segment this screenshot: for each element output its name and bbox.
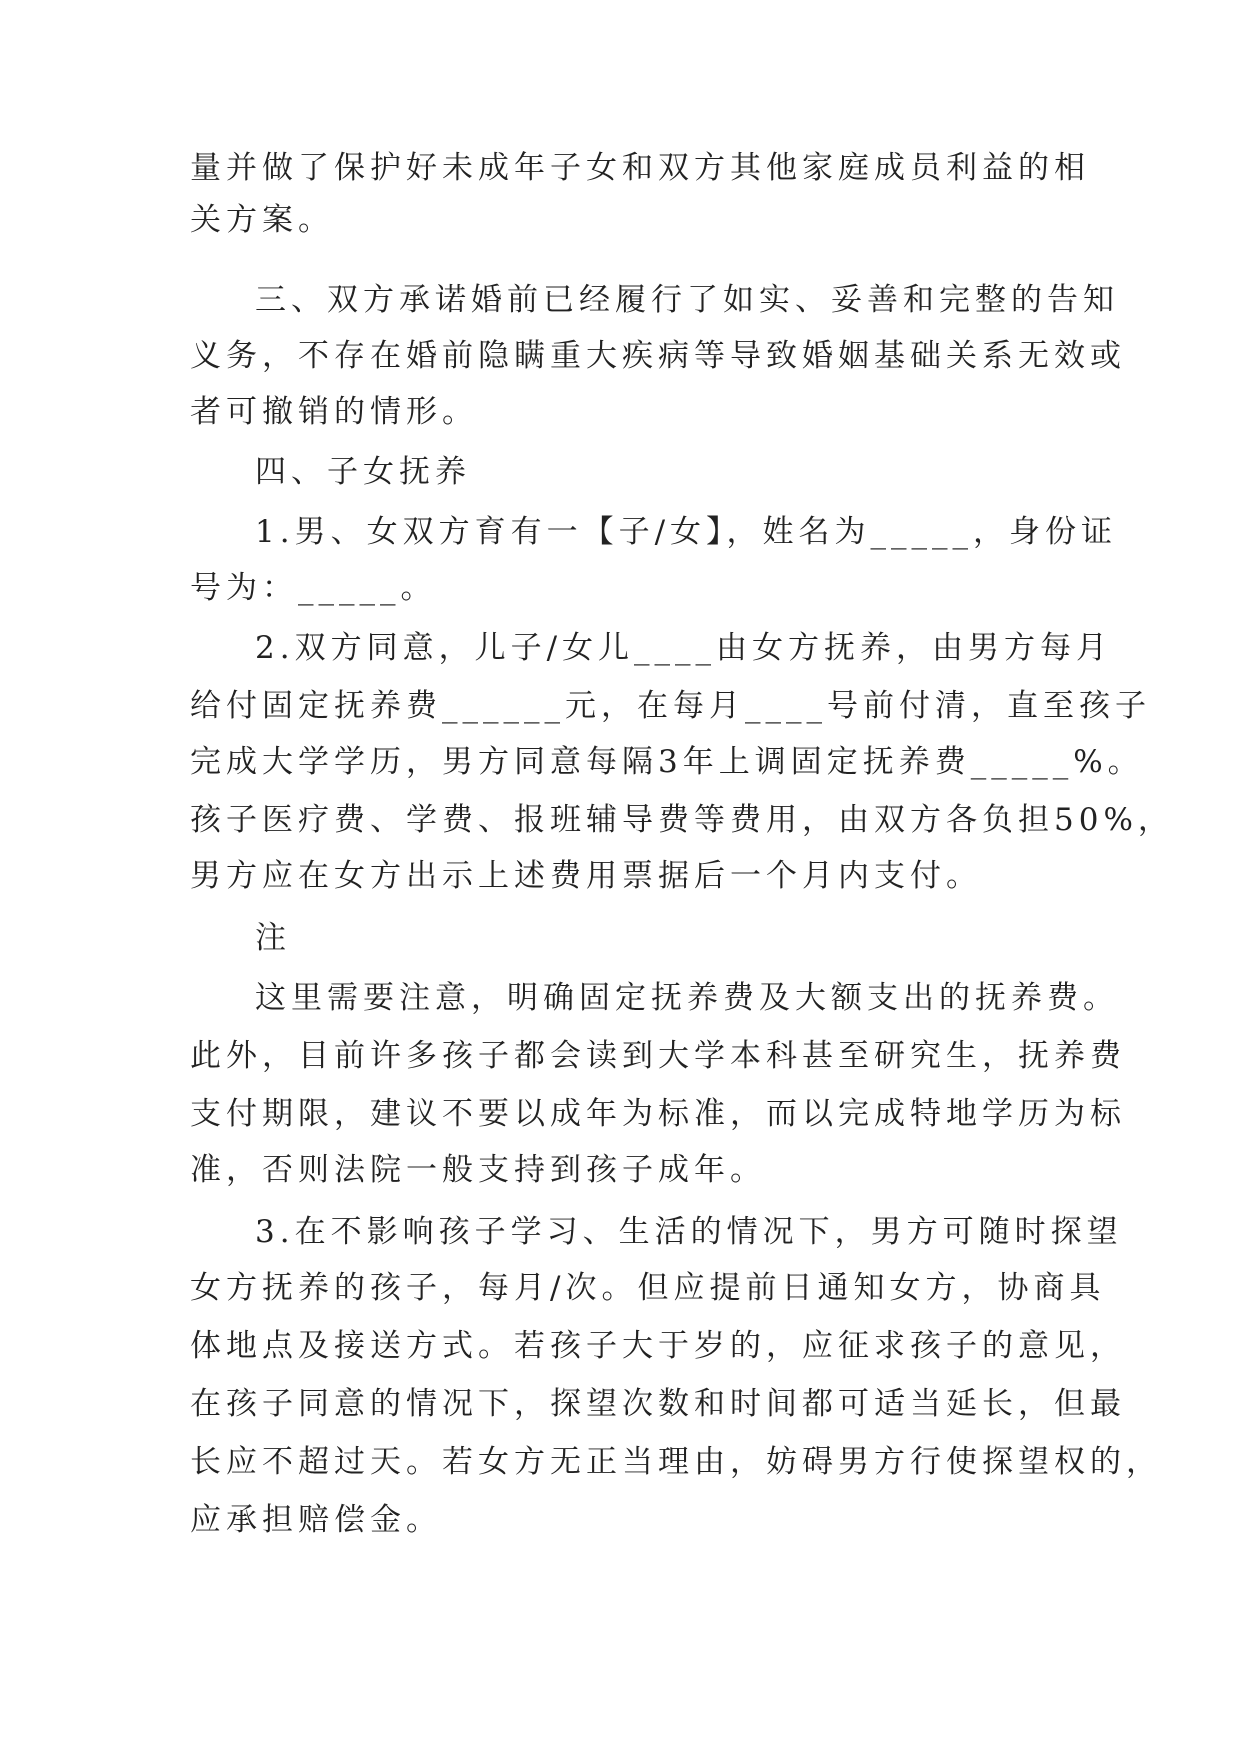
- clause-three-start: 3.在不影响孩子学习、生活的情况下，男方可随时探望: [255, 1214, 1123, 1250]
- text-line: 义务，不存在婚前隐瞒重大疾病等导致婚姻基础关系无效或: [190, 338, 1126, 374]
- text-line: 长应不超过天。若女方无正当理由，妨碍男方行使探望权的，: [190, 1444, 1162, 1480]
- text-line: 女方抚养的孩子，每月/次。但应提前日通知女方，协商具: [190, 1270, 1106, 1306]
- text-line: 给付固定抚养费______元，在每月____号前付清，直至孩子: [190, 688, 1151, 724]
- note-paragraph-start: 这里需要注意，明确固定抚养费及大额支出的抚养费。: [255, 980, 1119, 1016]
- text-line: 体地点及接送方式。若孩子大于岁的，应征求孩子的意见，: [190, 1328, 1126, 1364]
- section-heading-child-support: 四、子女抚养: [255, 454, 471, 490]
- note-heading: 注: [255, 920, 291, 956]
- text-line: 应承担赔偿金。: [190, 1502, 442, 1538]
- text-line: 准，否则法院一般支持到孩子成年。: [190, 1152, 766, 1188]
- text-line: 者可撤销的情形。: [190, 394, 478, 430]
- text-line: 量并做了保护好未成年子女和双方其他家庭成员利益的相: [190, 150, 1090, 186]
- text-line: 号为：_____。: [190, 570, 437, 606]
- text-line: 此外，目前许多孩子都会读到大学本科甚至研究生，抚养费: [190, 1038, 1126, 1074]
- clause-two-start: 2.双方同意，儿子/女儿____由女方抚养，由男方每月: [255, 630, 1113, 666]
- text-line: 在孩子同意的情况下，探望次数和时间都可适当延长，但最: [190, 1386, 1126, 1422]
- text-line: 男方应在女方出示上述费用票据后一个月内支付。: [190, 858, 982, 894]
- paragraph-three-start: 三、双方承诺婚前已经履行了如实、妥善和完整的告知: [255, 282, 1119, 318]
- text-line: 支付期限，建议不要以成年为标准，而以完成特地学历为标: [190, 1096, 1126, 1132]
- text-line: 关方案。: [190, 202, 334, 238]
- text-line: 孩子医疗费、学费、报班辅导费等费用，由双方各负担50%，: [190, 802, 1174, 838]
- text-line: 完成大学学历，男方同意每隔3年上调固定抚养费_____%。: [190, 744, 1144, 780]
- clause-one-start: 1.男、女双方育有一【子/女】，姓名为_____，身份证: [255, 514, 1118, 550]
